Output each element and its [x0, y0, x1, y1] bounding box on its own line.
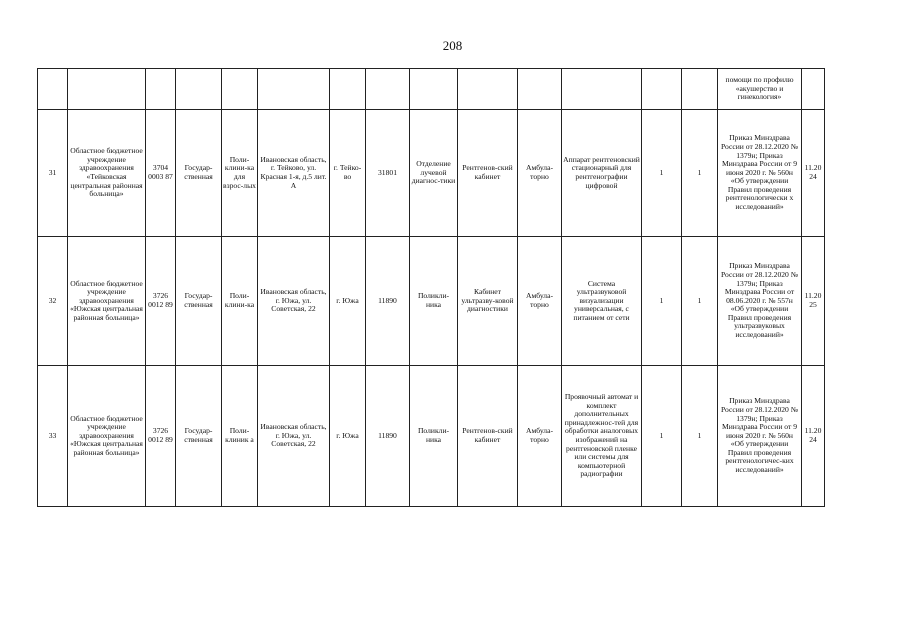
order-reference: Приказ Минздрава России от 28.12.2020 № 1379н; Приказ Минздрава России от 9 июня 2020 г. № 560н «Об утверждении Правил проведения рентгенологичес-ких исследований» — [718, 366, 802, 507]
table-row — [38, 366, 825, 507]
table-cell — [222, 69, 258, 110]
city: г. Тейко-во — [330, 110, 366, 237]
address: Ивановская область, г. Южа, ул. Советская, 22 — [258, 237, 330, 366]
oktmo-code: 11890 — [366, 366, 410, 507]
unit-type: Поли-клини-ка для взрос-лых — [222, 110, 258, 237]
care-type: Амбула-торно — [518, 366, 562, 507]
quantity-1: 1 — [642, 110, 682, 237]
unit-type: Поли-клиник а — [222, 366, 258, 507]
organization-name: Областное бюджетное учреждение здравоохранения «Южская центральная районная больница» — [68, 366, 146, 507]
equipment: Проявочный автомат и комплект дополнительных принадлежнос-тей для обработки аналоговых изображений на рентгеновской пленке или системы для компьютерной радиографии — [562, 366, 642, 507]
ownership-type: Государ-ственная — [176, 366, 222, 507]
care-type: Амбула-торно — [518, 110, 562, 237]
delivery-date: 11.2024 — [802, 366, 825, 507]
quantity-2: 1 — [682, 237, 718, 366]
address: Ивановская область, г. Южа, ул. Советская, 22 — [258, 366, 330, 507]
ownership-type: Государ-ственная — [176, 237, 222, 366]
care-type: Амбула-торно — [518, 237, 562, 366]
equipment-table — [37, 68, 825, 507]
row-number: 32 — [38, 237, 68, 366]
quantity-2: 1 — [682, 366, 718, 507]
quantity-2: 1 — [682, 110, 718, 237]
equipment: Аппарат рентгеновский стационарный для рентгенографии цифровой — [562, 110, 642, 237]
table-cell — [176, 69, 222, 110]
order-cell: помощи по профилю «акушерство и гинекология» — [718, 69, 802, 110]
table-cell — [458, 69, 518, 110]
table-cell — [366, 69, 410, 110]
table-cell — [682, 69, 718, 110]
table-cell — [518, 69, 562, 110]
table-cell — [802, 69, 825, 110]
order-reference: Приказ Минздрава России от 28.12.2020 № 1379н; Приказ Минздрава России от 9 июня 2020 г. № 560н «Об утверждении Правил проведения рентгенологически х исследований» — [718, 110, 802, 237]
organization-name: Областное бюджетное учреждение здравоохранения «Южская центральная районная больница» — [68, 237, 146, 366]
equipment: Система ультразвуковой визуализации универсальная, с питанием от сети — [562, 237, 642, 366]
quantity-1: 1 — [642, 237, 682, 366]
ownership-type: Государ-ственная — [176, 110, 222, 237]
organization-name: Областное бюджетное учреждение здравоохранения «Тейковская центральная районная больница» — [68, 110, 146, 237]
org-code: 3726 0012 89 — [146, 237, 176, 366]
room: Кабинет ультразву-ковой диагностики — [458, 237, 518, 366]
address: Ивановская область, г. Тейково, ул. Красная 1-я, д.5 лит. А — [258, 110, 330, 237]
department: Поликли-ника — [410, 366, 458, 507]
quantity-1: 1 — [642, 366, 682, 507]
oktmo-code: 31801 — [366, 110, 410, 237]
department: Отделение лучевой диагнос-тики — [410, 110, 458, 237]
unit-type: Поли-клини-ка — [222, 237, 258, 366]
row-number: 33 — [38, 366, 68, 507]
row-number: 31 — [38, 110, 68, 237]
table-row — [38, 110, 825, 237]
order-reference: Приказ Минздрава России от 28.12.2020 № 1379н; Приказ Минздрава России от 08.06.2020 г. № 557н «Об утверждении Правил проведения ультразвуковых исследований» — [718, 237, 802, 366]
table-cell — [68, 69, 146, 110]
room: Рентгенов-ский кабинет — [458, 366, 518, 507]
table-cell — [258, 69, 330, 110]
delivery-date: 11.2025 — [802, 237, 825, 366]
table-cell — [146, 69, 176, 110]
page-number: 208 — [442, 38, 463, 53]
city: г. Южа — [330, 366, 366, 507]
table-row — [38, 237, 825, 366]
table-row-continuation — [38, 69, 825, 110]
table-cell — [562, 69, 642, 110]
table-cell — [642, 69, 682, 110]
table-cell — [410, 69, 458, 110]
org-code: 3726 0012 89 — [146, 366, 176, 507]
oktmo-code: 11890 — [366, 237, 410, 366]
room: Рентгенов-ский кабинет — [458, 110, 518, 237]
city: г. Южа — [330, 237, 366, 366]
org-code: 3704 0003 87 — [146, 110, 176, 237]
table-cell — [330, 69, 366, 110]
department: Поликли-ника — [410, 237, 458, 366]
delivery-date: 11.2024 — [802, 110, 825, 237]
table-cell — [38, 69, 68, 110]
